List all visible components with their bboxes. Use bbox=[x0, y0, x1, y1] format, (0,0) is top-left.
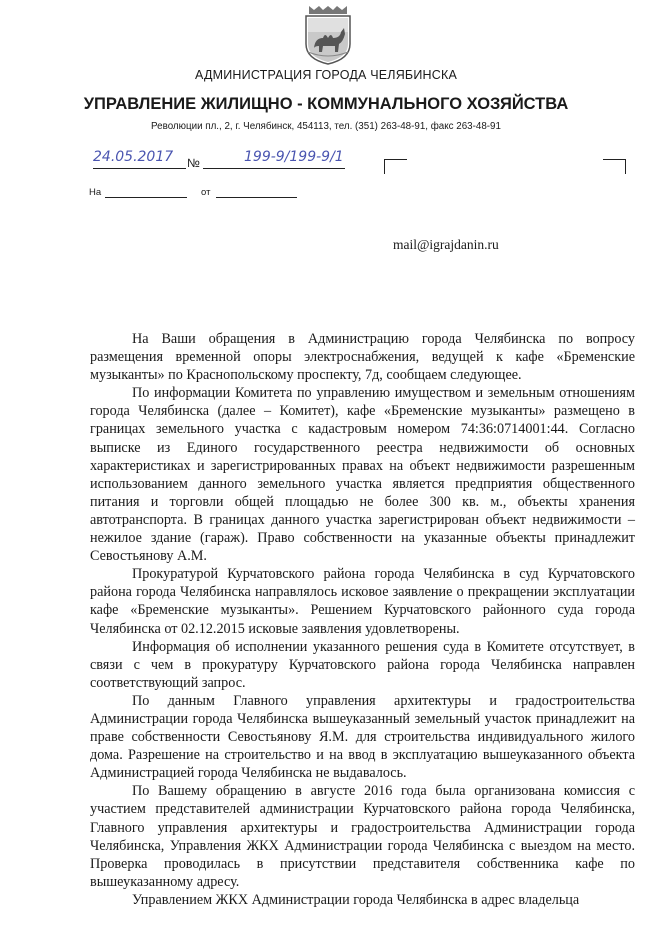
outgoing-date: 24.05.2017 bbox=[93, 149, 174, 165]
body-paragraph: Управлением ЖКХ Администрации города Челябинска в адрес владельца bbox=[132, 891, 580, 908]
date-underline bbox=[93, 168, 186, 169]
body-paragraph: Прокуратурой Курчатовского района города Челябинска в суд Курчатовского района города Челябинска направлялось исковое заявление о прекращении эксплуатации кафе «Бременские музыканты». Решением Курчатовского районного суда города Челябинска от 02.12.2015 исковые заявления удовлетворены. bbox=[90, 566, 635, 637]
reference-date-underline bbox=[216, 197, 297, 198]
body-paragraph: Информация об исполнении указанного решения суда в Комитете отсутствует, в связи с чем в прокуратуру Курчатовского района города Челябинска направлен соответствующий запрос. bbox=[90, 638, 635, 691]
letter-body bbox=[90, 330, 635, 909]
reference-on-label: На bbox=[89, 187, 102, 198]
department-address: Революции пл., 2, г. Челябинск, 454113, тел. (351) 263-48-91, факс 263-48-91 bbox=[151, 121, 501, 132]
address-block-corner-left bbox=[384, 159, 407, 174]
reference-from-label: от bbox=[201, 187, 211, 198]
organization-name: АДМИНИСТРАЦИЯ ГОРОДА ЧЕЛЯБИНСКА bbox=[195, 68, 457, 82]
body-paragraph: На Ваши обращения в Администрацию города Челябинска по вопросу размещения временной опоры электроснабжения, ведущей к кафе «Бременские музыканты» по Краснопольскому проспекту, 7д, сообщаем следующее. bbox=[90, 331, 635, 384]
body-paragraph: По данным Главного управления архитектуры и градостроительства Администрации города Челябинска вышеуказанный земельный участок принадлежит на праве собственности Севостьянову Я.М. для строительства индивидуального жилого дома. Разрешение на строительство и на ввод в эксплуатацию вышеуказанного объекта Администрацией города Челябинска не выдавалось. bbox=[90, 692, 635, 782]
body-paragraph: По Вашему обращению в августе 2016 года была организована комиссия с участием представителей администрации Курчатовского района города Челябинска, Главного управления архитектуры и градостроительства Администрации города Челябинска, Управления ЖКХ Администрации города Челябинска с выездом на место. Проверка проводилась в присутствии представителя собственника кафе по вышеуказанному адресу. bbox=[90, 783, 635, 890]
outgoing-number: 199-9/199-9/1 bbox=[244, 149, 344, 165]
department-name: УПРАВЛЕНИЕ ЖИЛИЩНО - КОММУНАЛЬНОГО ХОЗЯЙСТВА bbox=[83, 95, 569, 113]
number-underline bbox=[203, 168, 345, 169]
reference-number-underline bbox=[105, 197, 187, 198]
body-paragraph: По информации Комитета по управлению имуществом и земельным отношениям города Челябинска (далее – Комитет), кафе «Бременские музыканты» размещено в границах земельного участка с кадастровым номером 74:36:0714001:44. Согласно выписке из Единого государственного реестра недвижимости об основных характеристиках и зарегистрированных правах на объект недвижимости разрешенным использованием данного земельного участка является предприятия общественного питания и торговли общей площадью не более 300 кв. м., объекты хранения автотранспорта. В границах данного участка зарегистрирован объект недвижимости – нежилое здание (гараж). Право собственности на указанные объекты принадлежит Севостьянову А.М. bbox=[90, 385, 635, 565]
city-coat-of-arms-icon bbox=[301, 4, 355, 66]
number-sign: № bbox=[187, 156, 200, 170]
recipient-email: mail@igrajdanin.ru bbox=[393, 237, 499, 252]
address-block-corner-right bbox=[603, 159, 626, 174]
